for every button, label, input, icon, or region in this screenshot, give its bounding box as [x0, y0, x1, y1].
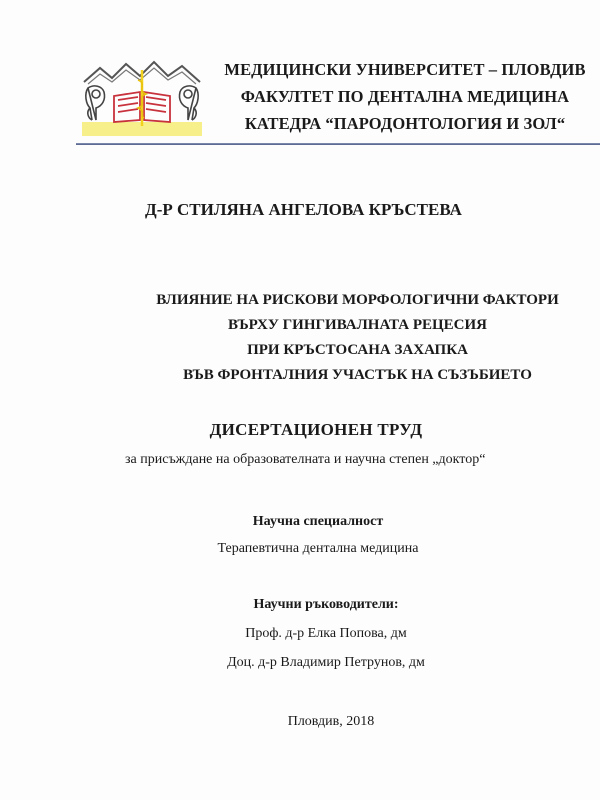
thesis-title-line: ПРИ КРЪСТОСАНА ЗАХАПКА	[247, 342, 468, 358]
specialty-value: Терапевтична дентална медицина	[217, 541, 419, 556]
supervisors-label: Научни ръководители:	[253, 597, 399, 612]
supervisor-name: Доц. д-р Владимир Петрунов, дм	[227, 655, 425, 670]
supervisor-name: Проф. д-р Елка Попова, дм	[245, 626, 407, 641]
faculty-name: ФАКУЛТЕТ ПО ДЕНТАЛНА МЕДИЦИНА	[240, 87, 570, 106]
dissertation-heading: ДИСЕРТАЦИОНЕН ТРУД	[209, 420, 423, 439]
specialty-label: Научна специалност	[252, 514, 384, 529]
thesis-title-line: ВЪРХУ ГИНГИВАЛНАТА РЕЦЕСИЯ	[228, 317, 487, 333]
university-crest-icon	[82, 60, 202, 140]
institution-header	[210, 56, 600, 137]
thesis-title	[115, 288, 600, 388]
author-name: Д-Р СТИЛЯНА АНГЕЛОВА КРЪСТЕВА	[145, 200, 462, 219]
place-year: Пловдив, 2018	[287, 714, 375, 729]
university-name: МЕДИЦИНСКИ УНИВЕРСИТЕТ – ПЛОВДИВ	[224, 60, 586, 79]
header-divider	[76, 143, 600, 145]
department-name: КАТЕДРА “ПАРОДОНТОЛОГИЯ И ЗОЛ“	[244, 114, 566, 133]
dissertation-subtitle: за присъждане на образователната и научна степен „доктор“	[125, 452, 486, 467]
thesis-title-line: ВЪВ ФРОНТАЛНИЯ УЧАСТЪК НА СЪЗЪБИЕТО	[183, 367, 532, 383]
thesis-title-line: ВЛИЯНИЕ НА РИСКОВИ МОРФОЛОГИЧНИ ФАКТОРИ	[156, 292, 559, 308]
